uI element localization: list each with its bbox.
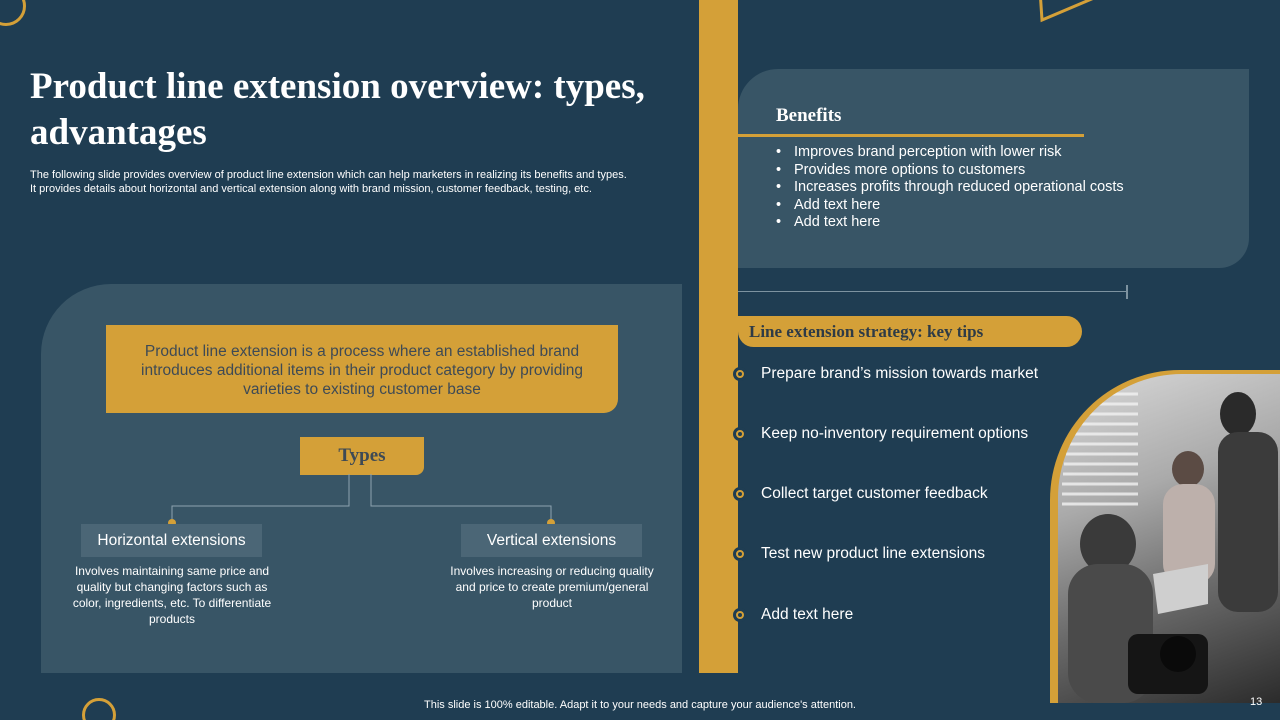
- page-number: 13: [1250, 696, 1263, 708]
- separator-line: [738, 291, 1128, 292]
- definition-box: Product line extension is a process where an established brand introduces additional items in their product category by providing varieties to existing customer base: [106, 325, 618, 413]
- page-subtitle: The following slide provides overview of product line extension which can help marketers in realizing its benefits and types. It provides details about horizontal and vertical extension along with brand mission, customer feedback, testing, etc.: [30, 169, 627, 195]
- benefit-item: • Improves brand perception with lower risk: [776, 144, 1236, 162]
- benefits-title: Benefits: [776, 105, 842, 126]
- benefits-list: [776, 144, 1236, 232]
- tip-item: [733, 362, 1073, 386]
- tip-item: [733, 603, 1073, 627]
- tip-text: Collect target customer feedback: [761, 485, 988, 502]
- horizontal-extensions-description: Involves maintaining same price and quality but changing factors such as color, ingredients, etc. To differentiate products: [72, 564, 272, 626]
- vertical-extensions-label: Vertical extensions: [461, 524, 642, 557]
- bullet-dot-icon: [733, 487, 747, 501]
- bullet-dot-icon: [733, 367, 747, 381]
- tip-text: Keep no-inventory requirement options: [761, 425, 1029, 442]
- types-label: Types: [300, 437, 424, 475]
- benefit-item: • Add text here: [776, 214, 1236, 232]
- horizontal-extensions-label: Horizontal extensions: [81, 524, 262, 557]
- tip-text: Test new product line extensions: [761, 545, 986, 562]
- decorative-circle-icon: [0, 0, 26, 26]
- bullet-dot-icon: [733, 547, 747, 561]
- benefit-item: • Increases profits through reduced operational costs: [776, 179, 1236, 197]
- team-photo: [1058, 374, 1280, 703]
- tips-title: Line extension strategy: key tips: [738, 316, 1082, 347]
- separator-end-tick: [1126, 285, 1128, 299]
- tip-item: [733, 542, 1073, 566]
- tip-item: [733, 482, 1073, 506]
- photo-frame: [1050, 370, 1280, 703]
- decorative-triangle-icon: [1030, 0, 1100, 26]
- bullet-dot-icon: [733, 608, 747, 622]
- footer-note: This slide is 100% editable. Adapt it to your needs and capture your audience's attention.: [424, 699, 856, 711]
- vertical-extensions-description: Involves increasing or reducing quality and price to create premium/general product: [450, 564, 654, 610]
- benefits-underline: [738, 134, 1084, 137]
- bullet-dot-icon: [733, 427, 747, 441]
- tip-text: Prepare brand’s mission towards market: [761, 365, 1039, 382]
- benefit-item: • Provides more options to customers: [776, 162, 1236, 180]
- divider-bar: [699, 0, 738, 673]
- tip-item: [733, 422, 1073, 446]
- tip-text: Add text here: [761, 606, 854, 623]
- benefit-item: • Add text here: [776, 197, 1236, 215]
- page-title: Product line extension overview: types, advantages: [30, 66, 645, 153]
